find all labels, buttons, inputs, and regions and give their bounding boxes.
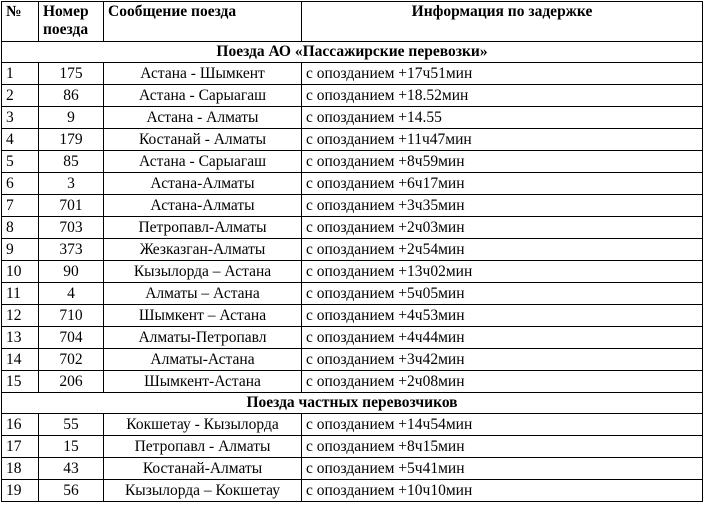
table-row bbox=[2, 217, 703, 239]
cell-delay-info: с опозданием +6ч17мин bbox=[302, 173, 703, 195]
table-row bbox=[2, 195, 703, 217]
cell-delay-info: с опозданием +14ч54мин bbox=[302, 414, 703, 436]
table-row bbox=[2, 239, 703, 261]
cell-row-number: 15 bbox=[2, 371, 39, 393]
cell-delay-info: с опозданием +5ч41мин bbox=[302, 458, 703, 480]
cell-route: Петропавл - Алматы bbox=[104, 436, 302, 458]
cell-route: Астана - Сарыагаш bbox=[104, 85, 302, 107]
cell-row-number: 4 bbox=[2, 129, 39, 151]
cell-route: Астана - Шымкент bbox=[104, 63, 302, 85]
header-route bbox=[104, 2, 302, 42]
table-row bbox=[2, 63, 703, 85]
header-delay: Информация по задержке bbox=[302, 2, 703, 42]
cell-row-number: 5 bbox=[2, 151, 39, 173]
cell-train-number: 373 bbox=[39, 239, 104, 261]
section-title: Поезда частных перевозчиков bbox=[2, 393, 703, 414]
cell-route: Алматы-Астана bbox=[104, 349, 302, 371]
cell-train-number: 56 bbox=[39, 480, 104, 502]
cell-train-number: 175 bbox=[39, 63, 104, 85]
section-header-row bbox=[2, 42, 703, 63]
cell-route: Астана-Алматы bbox=[104, 173, 302, 195]
cell-row-number: 19 bbox=[2, 480, 39, 502]
cell-route: Шымкент-Астана bbox=[104, 371, 302, 393]
section-title: Поезда АО «Пассажирские перевозки» bbox=[2, 42, 703, 63]
cell-train-number: 703 bbox=[39, 217, 104, 239]
cell-route: Кызылорда – Кокшетау bbox=[104, 480, 302, 502]
cell-route: Астана - Алматы bbox=[104, 107, 302, 129]
cell-train-number: 206 bbox=[39, 371, 104, 393]
table-row bbox=[2, 371, 703, 393]
table-row bbox=[2, 305, 703, 327]
cell-train-number: 702 bbox=[39, 349, 104, 371]
cell-row-number: 11 bbox=[2, 283, 39, 305]
cell-row-number: 1 bbox=[2, 63, 39, 85]
table-header bbox=[2, 2, 703, 42]
cell-row-number: 12 bbox=[2, 305, 39, 327]
table-row bbox=[2, 327, 703, 349]
cell-train-number: 86 bbox=[39, 85, 104, 107]
table-row bbox=[2, 107, 703, 129]
cell-row-number: 13 bbox=[2, 327, 39, 349]
cell-row-number: 3 bbox=[2, 107, 39, 129]
cell-delay-info: с опозданием +8ч59мин bbox=[302, 151, 703, 173]
cell-train-number: 710 bbox=[39, 305, 104, 327]
header-train-number bbox=[39, 2, 104, 42]
cell-route: Костанай - Алматы bbox=[104, 129, 302, 151]
cell-delay-info: с опозданием +17ч51мин bbox=[302, 63, 703, 85]
cell-route: Петропавл-Алматы bbox=[104, 217, 302, 239]
train-delay-table bbox=[1, 1, 703, 502]
table-row bbox=[2, 85, 703, 107]
cell-delay-info: с опозданием +14.55 bbox=[302, 107, 703, 129]
cell-delay-info: с опозданием +4ч44мин bbox=[302, 327, 703, 349]
cell-train-number: 701 bbox=[39, 195, 104, 217]
cell-train-number: 90 bbox=[39, 261, 104, 283]
table-row bbox=[2, 151, 703, 173]
table-row bbox=[2, 458, 703, 480]
cell-row-number: 14 bbox=[2, 349, 39, 371]
cell-route: Жезказган-Алматы bbox=[104, 239, 302, 261]
table-body bbox=[2, 42, 703, 502]
header-route-label: Сообщение поезда bbox=[108, 3, 237, 20]
table-row bbox=[2, 480, 703, 502]
cell-delay-info: с опозданием +2ч08мин bbox=[302, 371, 703, 393]
cell-row-number: 18 bbox=[2, 458, 39, 480]
cell-delay-info: с опозданием +2ч54мин bbox=[302, 239, 703, 261]
cell-route: Кокшетау - Кызылорда bbox=[104, 414, 302, 436]
table-row bbox=[2, 173, 703, 195]
header-num: № bbox=[2, 2, 39, 42]
cell-row-number: 6 bbox=[2, 173, 39, 195]
cell-route: Астана - Сарыагаш bbox=[104, 151, 302, 173]
cell-route: Астана-Алматы bbox=[104, 195, 302, 217]
cell-row-number: 16 bbox=[2, 414, 39, 436]
cell-row-number: 9 bbox=[2, 239, 39, 261]
table-row bbox=[2, 129, 703, 151]
cell-train-number: 179 bbox=[39, 129, 104, 151]
table-row bbox=[2, 349, 703, 371]
section-header-row bbox=[2, 393, 703, 414]
cell-route: Кызылорда – Астана bbox=[104, 261, 302, 283]
cell-delay-info: с опозданием +13ч02мин bbox=[302, 261, 703, 283]
cell-route: Костанай-Алматы bbox=[104, 458, 302, 480]
cell-delay-info: с опозданием +2ч03мин bbox=[302, 217, 703, 239]
table-row bbox=[2, 436, 703, 458]
cell-row-number: 2 bbox=[2, 85, 39, 107]
header-row bbox=[2, 2, 703, 42]
cell-row-number: 17 bbox=[2, 436, 39, 458]
cell-delay-info: с опозданием +5ч05мин bbox=[302, 283, 703, 305]
cell-train-number: 3 bbox=[39, 173, 104, 195]
cell-row-number: 8 bbox=[2, 217, 39, 239]
cell-train-number: 85 bbox=[39, 151, 104, 173]
cell-delay-info: с опозданием +10ч10мин bbox=[302, 480, 703, 502]
cell-train-number: 4 bbox=[39, 283, 104, 305]
cell-train-number: 9 bbox=[39, 107, 104, 129]
cell-train-number: 55 bbox=[39, 414, 104, 436]
table-row bbox=[2, 283, 703, 305]
table-row bbox=[2, 261, 703, 283]
cell-delay-info: с опозданием +3ч35мин bbox=[302, 195, 703, 217]
header-train-line1: Номер bbox=[43, 3, 89, 20]
cell-route: Шымкент – Астана bbox=[104, 305, 302, 327]
cell-route: Алматы-Петропавл bbox=[104, 327, 302, 349]
cell-route: Алматы – Астана bbox=[104, 283, 302, 305]
table-row bbox=[2, 414, 703, 436]
cell-delay-info: с опозданием +8ч15мин bbox=[302, 436, 703, 458]
cell-train-number: 43 bbox=[39, 458, 104, 480]
header-train-line2: поезда bbox=[43, 21, 89, 38]
cell-train-number: 704 bbox=[39, 327, 104, 349]
cell-row-number: 10 bbox=[2, 261, 39, 283]
cell-delay-info: с опозданием +3ч42мин bbox=[302, 349, 703, 371]
cell-delay-info: с опозданием +18.52мин bbox=[302, 85, 703, 107]
cell-row-number: 7 bbox=[2, 195, 39, 217]
cell-delay-info: с опозданием +11ч47мин bbox=[302, 129, 703, 151]
cell-train-number: 15 bbox=[39, 436, 104, 458]
cell-delay-info: с опозданием +4ч53мин bbox=[302, 305, 703, 327]
